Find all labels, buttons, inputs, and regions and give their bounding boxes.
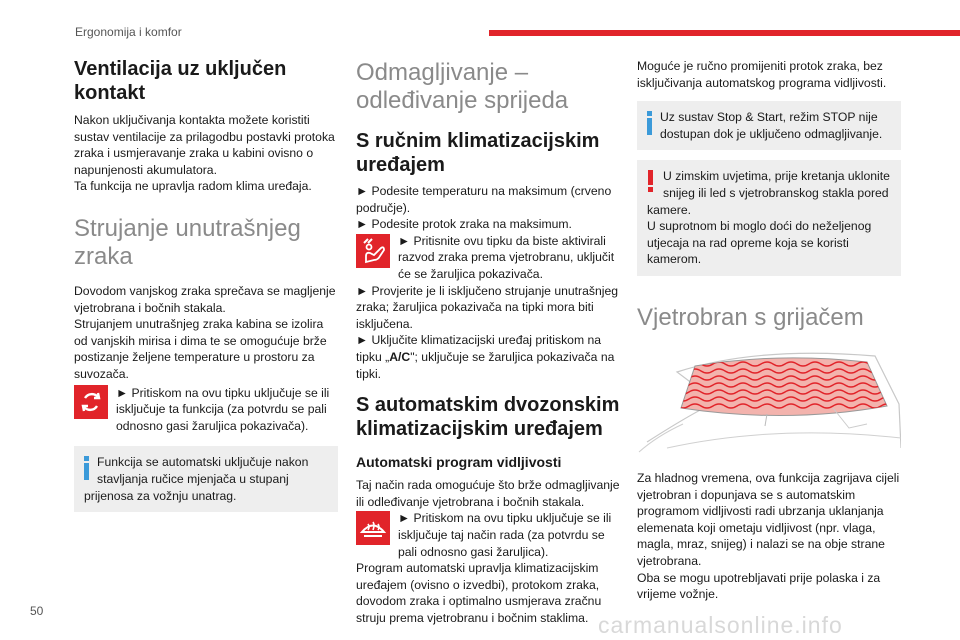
page-number: 50	[30, 604, 44, 618]
info-stop-text: Uz sustav Stop & Start, režim STOP nije dostupan dok je uključeno odmagljivanje.	[660, 110, 883, 141]
auto-instruction	[356, 510, 620, 560]
running-header: Ergonomija i komfor	[75, 25, 182, 39]
auto-para-1: Taj način rada omogućuje što brže odmagljivanje ili odleđivanje vjetrobrana i bočnih stakala.	[356, 478, 620, 509]
manual-step-3-block	[356, 233, 620, 283]
header-accent-bar	[489, 30, 960, 36]
auto-para-2: ► Pritiskom na ovu tipku uključuje se ili isključuje taj način rada (za potvrdu se pali odnosno gasi žaruljica).	[398, 511, 612, 559]
info-icon	[647, 111, 652, 135]
info-box-stop-start	[637, 101, 901, 150]
warning-icon	[648, 170, 654, 192]
para-heated-1: Za hladnog vremena, ova funkcija zagrijava cijeli vjetrobran i dopunjava se s automatskim programom vidljivosti radi ubrzanja uklanjanja elemenata koji ometaju vidljivost (npr. vlaga, magla, mraz, snijeg) i nalazi se na obje strane vjetrobrana.	[637, 470, 900, 568]
para-ventilation: Nakon uključivanja kontakta možete koristiti sustav ventilacije za prilagodbu postavki protoka zraka i usmjeravanje zraka u kabini ovisno o napunjenosti akumulatora.	[74, 113, 335, 177]
manual-step-3: ► Pritisnite ovu tipku da biste aktivirali razvod zraka prema vjetrobranu, uključit će se žaruljica pokazivača.	[398, 233, 615, 281]
heading-auto-ac: S automatskim dvozonskim klimatizacijskim uređajem	[356, 394, 620, 441]
heading-recirculation: Strujanje unutrašnjeg zraka	[74, 214, 301, 270]
manual-step-1: ► Podesite temperaturu na maksimum (crveno područje).	[356, 184, 612, 215]
para-heated-2: Oba se mogu upotrebljavati prije polaska i za vrijeme vožnje.	[637, 570, 881, 602]
para-ventilation-note: Ta funkcija ne upravlja radom klima uređaja.	[74, 179, 312, 194]
air-recirculation-icon	[74, 385, 108, 419]
manual-step-2: ► Podesite protok zraka na maksimum.	[356, 217, 572, 232]
para-recirc-2: Strujanjem unutrašnjeg zraka kabina se izolira od vanjskih mirisa i dima te se omogućuje brže postizanje željene temperature u prostoru za suvozača.	[74, 317, 327, 381]
heading-heated-windscreen: Vjetrobran s grijačem	[637, 303, 864, 331]
recirc-instruction	[74, 385, 338, 435]
para-manual-airflow: Moguće je ručno promijeniti protok zraka, bez isključivanja automatskog programa vidljivosti.	[637, 59, 887, 90]
heated-windscreen-illustration	[637, 344, 901, 464]
info-box-recirc	[74, 446, 338, 512]
info-icon	[84, 456, 89, 480]
heading-front-demist: Odmagljivanje – odleđivanje sprijeda	[356, 59, 569, 114]
info-recirc-text: Funkcija se automatski uključuje nakon stavljanja ručice mjenjača u stupanj prijenosa za vožnju unatrag.	[84, 455, 309, 503]
windscreen-airflow-icon	[356, 234, 390, 268]
front-demist-icon	[356, 511, 390, 545]
heading-manual-ac: S ručnim klimatizacijskim uređajem	[356, 130, 600, 176]
para-recirc-3: ► Pritiskom na ovu tipku uključuje se ili isključuje ta funkcija (za potvrdu se pali odnosno gasi žaruljica pokazivača).	[116, 385, 330, 433]
para-recirc-1: Dovodom vanjskog zraka sprečava se magljenje vjetrobrana i bočnih stakala.	[74, 283, 336, 315]
watermark: carmanualsonline.info	[598, 612, 843, 638]
heading-visibility-program: Automatski program vidljivosti	[356, 454, 562, 471]
column-2	[356, 54, 620, 626]
column-1	[74, 54, 338, 512]
auto-para-3: Program automatski upravlja klimatizacijskim uređajem (ovisno o izvedbi), protokom zraka, dovodom zraka i optimalno usmjerava zračnu struju prema vjetrobranu i bočnim staklima.	[356, 561, 602, 625]
heading-ventilation: Ventilacija uz uključen kontakt	[74, 58, 287, 104]
column-3	[637, 54, 901, 603]
warning-text-1: U zimskim uvjetima, prije kretanja uklonite snijeg ili led s vjetrobranskog stakla pored kamere.	[647, 169, 890, 217]
warning-box-camera	[637, 160, 901, 276]
warning-text-2: U suprotnom bi moglo doći do neželjenog utjecaja na rad opreme koja se koristi kamerom.	[647, 219, 872, 267]
manual-step-4: ► Provjerite je li isključeno strujanje unutrašnjeg zraka; žaruljica pokazivača na tipki mora biti isključena.	[356, 283, 619, 331]
manual-step-5: ► Uključite klimatizacijski uređaj pritiskom na tipku „A/C"; uključuje se žaruljica pokazivača na tipki.	[356, 333, 615, 381]
